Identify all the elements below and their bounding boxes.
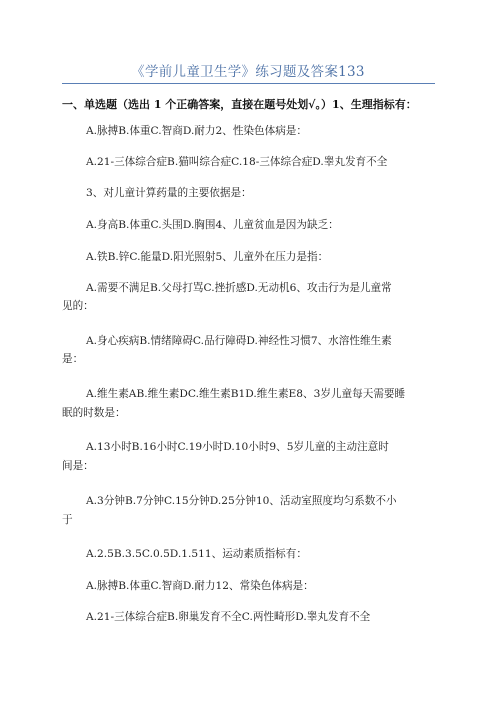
text-line-1: A.脉搏B.体重C.智商D.耐力2、性染色体病是： <box>86 125 307 137</box>
text-line-12: A.脉搏B.体重C.智商D.耐力12、常染色体病是： <box>86 580 314 592</box>
text-line-3: 3、对儿童计算药量的主要依据是： <box>86 187 252 199</box>
text-line-10-cont: 于 <box>62 514 73 526</box>
title-underline <box>62 83 435 84</box>
document-title: 《学前儿童卫生学》练习题及答案133 <box>131 64 365 80</box>
text-line-10: A.3分钟B.7分钟C.15分钟D.25分钟10、活动室照度均匀系数不小 <box>86 495 397 507</box>
text-line-9-cont: 间是： <box>62 460 94 472</box>
text-line-5: A.铁B.锌C.能量D.阳光照射5、儿童外在压力是指： <box>86 251 329 263</box>
text-line-6-cont: 见的： <box>62 300 94 312</box>
text-line-4: A.身高B.体重C.头围D.胸围4、儿童贫血是因为缺乏： <box>86 219 339 231</box>
section-heading: 一、单选题（选出 1 个正确答案，直接在题号处划√。）1、生理指标有： <box>62 98 417 111</box>
text-line-6: A.需要不满足B.父母打骂C.挫折感D.无动机6、攻击行为是儿童常 <box>86 282 392 294</box>
text-line-7: A.身心疾病B.情绪障碍C.品行障碍D.神经性习惯7、水溶性维生素 <box>86 335 392 347</box>
text-line-13: A.21-三体综合症B.卵巢发育不全C.两性畸形D.睾丸发育不全 <box>86 611 371 623</box>
text-line-8: A.维生素AB.维生素DC.维生素B1D.维生素E8、3岁儿童每天需要睡 <box>86 388 406 400</box>
text-line-2: A.21-三体综合症B.猫叫综合症C.18-三体综合症D.睾丸发育不全 <box>86 156 388 168</box>
text-line-11: A.2.5B.3.5C.0.5D.1.511、运动素质指标有： <box>86 548 307 560</box>
text-line-9: A.13小时B.16小时C.19小时D.10小时9、5岁儿童的主动注意时 <box>86 441 389 453</box>
text-line-7-cont: 是： <box>62 353 84 365</box>
text-line-8-cont: 眠的时数是： <box>62 407 126 419</box>
